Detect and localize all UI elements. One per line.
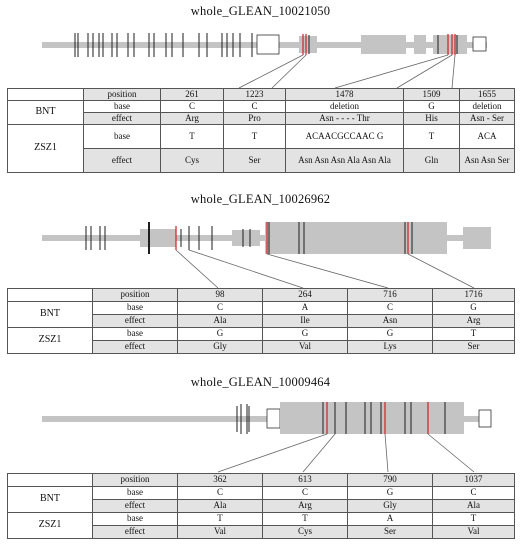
exon-block xyxy=(265,222,447,254)
population-label: ZSZ1 xyxy=(8,513,93,539)
value-cell: Gly xyxy=(348,500,433,513)
value-cell: Arg xyxy=(263,500,348,513)
row-label: base xyxy=(84,101,161,113)
row-label: effect xyxy=(93,500,178,513)
position-cell: 1037 xyxy=(433,474,515,487)
row-label: base xyxy=(93,302,178,315)
row-label: effect xyxy=(84,113,161,125)
gene-title: whole_GLEAN_10009464 xyxy=(190,375,331,389)
value-cell: G xyxy=(433,302,515,315)
value-cell: Ala xyxy=(178,315,263,328)
table-corner xyxy=(8,474,93,487)
population-label: BNT xyxy=(8,302,93,328)
utr-box-right xyxy=(473,37,486,51)
value-cell: C xyxy=(433,487,515,500)
value-cell: Ser xyxy=(348,526,433,539)
position-cell: 790 xyxy=(348,474,433,487)
exon-block xyxy=(361,35,406,54)
value-cell: T xyxy=(178,513,263,526)
position-cell: 1509 xyxy=(404,89,460,101)
connector-line xyxy=(239,55,303,88)
value-cell: G xyxy=(178,328,263,341)
value-cell: Ile xyxy=(263,315,348,328)
value-cell: Ser xyxy=(433,341,515,354)
exon-block xyxy=(299,36,317,53)
connector-line xyxy=(218,434,327,472)
table-corner xyxy=(8,289,93,302)
position-cell: 362 xyxy=(178,474,263,487)
population-label: ZSZ1 xyxy=(8,328,93,354)
value-cell: Asn Asn Asn Ala Asn Ala xyxy=(286,149,404,173)
value-cell: G xyxy=(348,328,433,341)
connector-line xyxy=(267,254,388,288)
value-cell: Asn - Ser xyxy=(460,113,515,125)
value-cell: C xyxy=(263,487,348,500)
connector-line xyxy=(428,434,474,472)
gene-title: whole_GLEAN_10026962 xyxy=(190,192,331,206)
value-cell: Cys xyxy=(263,526,348,539)
row-label: effect xyxy=(93,526,178,539)
connector-line xyxy=(397,55,452,88)
header-label: position xyxy=(93,474,178,487)
value-cell: Gln xyxy=(404,149,460,173)
variant-table xyxy=(7,88,515,173)
population-label: BNT xyxy=(8,101,84,125)
value-cell: C xyxy=(178,487,263,500)
row-label: effect xyxy=(93,341,178,354)
exon-block xyxy=(414,35,426,54)
connector-line xyxy=(176,250,218,288)
header-label: position xyxy=(84,89,161,101)
value-cell: C xyxy=(348,302,433,315)
value-cell: Asn xyxy=(348,315,433,328)
value-cell: C xyxy=(178,302,263,315)
row-label: base xyxy=(93,513,178,526)
value-cell: Asn Asn Ser xyxy=(460,149,515,173)
value-cell: Val xyxy=(263,341,348,354)
position-cell: 98 xyxy=(178,289,263,302)
value-cell: G xyxy=(263,328,348,341)
exon-block xyxy=(463,227,491,249)
position-cell: 613 xyxy=(263,474,348,487)
value-cell: deletion xyxy=(286,101,404,113)
value-cell: T xyxy=(224,125,286,149)
value-cell: C xyxy=(161,101,224,113)
gene-title: whole_GLEAN_10021050 xyxy=(190,4,331,18)
intron-line xyxy=(464,416,479,422)
position-cell: 1655 xyxy=(460,89,515,101)
intron-line xyxy=(42,416,267,422)
value-cell: A xyxy=(263,302,348,315)
connector-line xyxy=(452,55,455,88)
utr-box-right xyxy=(479,410,491,427)
value-cell: T xyxy=(433,328,515,341)
variant-table xyxy=(7,288,515,354)
row-label: effect xyxy=(84,149,161,173)
value-cell: Ala xyxy=(178,500,263,513)
position-cell: 1478 xyxy=(286,89,404,101)
value-cell: C xyxy=(224,101,286,113)
population-label: BNT xyxy=(8,487,93,513)
value-cell: T xyxy=(433,513,515,526)
position-cell: 1223 xyxy=(224,89,286,101)
value-cell: Arg xyxy=(433,315,515,328)
population-label: ZSZ1 xyxy=(8,125,84,173)
position-cell: 716 xyxy=(348,289,433,302)
connector-line xyxy=(335,55,448,88)
table-corner xyxy=(8,89,84,101)
exon-block xyxy=(232,230,260,246)
row-label: base xyxy=(84,125,161,149)
header-label: position xyxy=(93,289,178,302)
value-cell: Gly xyxy=(178,341,263,354)
connector-line xyxy=(408,254,474,288)
row-label: effect xyxy=(93,315,178,328)
value-cell: Lys xyxy=(348,341,433,354)
position-cell: 264 xyxy=(263,289,348,302)
row-label: base xyxy=(93,487,178,500)
value-cell: A xyxy=(348,513,433,526)
value-cell: T xyxy=(263,513,348,526)
value-cell: ACAACGCCAAC G xyxy=(286,125,404,149)
gene-structure-diagram xyxy=(0,216,521,296)
connector-line xyxy=(272,55,306,88)
value-cell: Val xyxy=(178,526,263,539)
value-cell: T xyxy=(161,125,224,149)
value-cell: His xyxy=(404,113,460,125)
connector-line xyxy=(303,434,335,472)
value-cell: Val xyxy=(433,526,515,539)
exon-block xyxy=(280,402,464,434)
value-cell: G xyxy=(348,487,433,500)
value-cell: ACA xyxy=(460,125,515,149)
value-cell: Pro xyxy=(224,113,286,125)
connector-line xyxy=(189,250,303,288)
value-cell: Arg xyxy=(161,113,224,125)
variant-table xyxy=(7,473,515,539)
value-cell: Ala xyxy=(433,500,515,513)
value-cell: deletion xyxy=(460,101,515,113)
utr-box-left xyxy=(257,35,279,54)
value-cell: T xyxy=(404,125,460,149)
value-cell: Cys xyxy=(161,149,224,173)
gene-structure-diagram xyxy=(0,396,521,476)
value-cell: Ser xyxy=(224,149,286,173)
utr-box-left xyxy=(267,409,280,428)
position-cell: 261 xyxy=(161,89,224,101)
exon-block xyxy=(140,229,176,247)
row-label: base xyxy=(93,328,178,341)
connector-line xyxy=(385,434,388,472)
value-cell: G xyxy=(404,101,460,113)
value-cell: Asn - - - - Thr xyxy=(286,113,404,125)
position-cell: 1716 xyxy=(433,289,515,302)
